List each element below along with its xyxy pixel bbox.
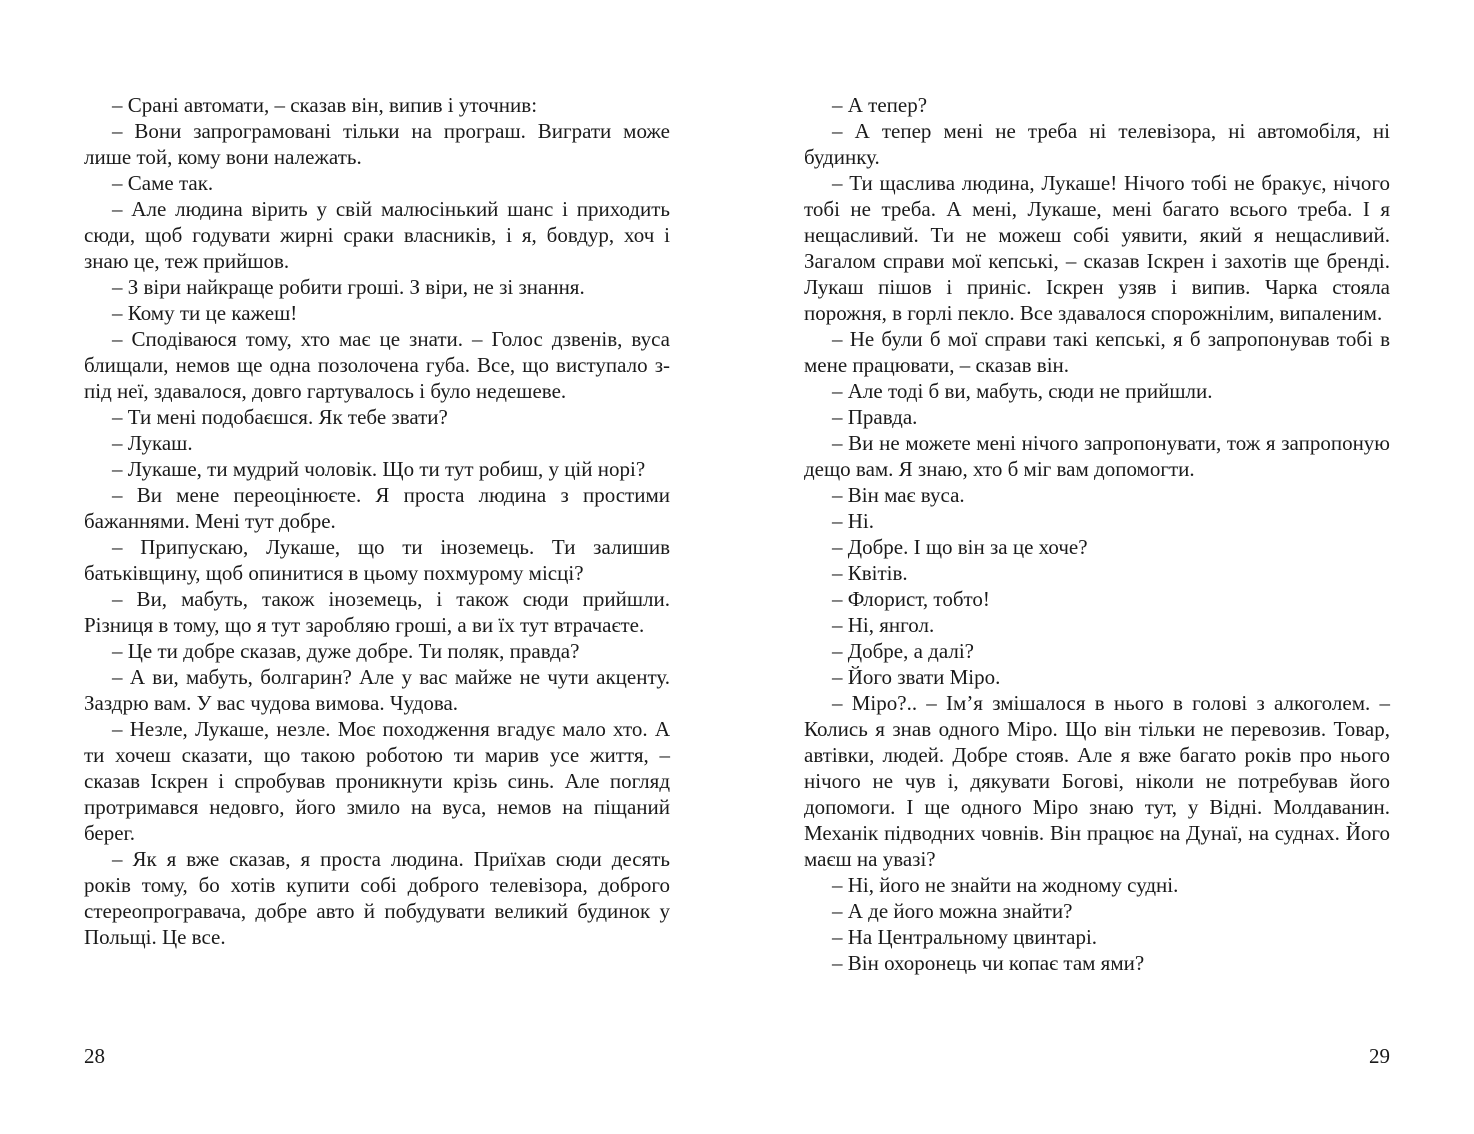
paragraph: – Він має вуса.: [832, 483, 965, 507]
paragraph: – Ти щаслива людина, Лукаше! Нічого тобі не бракує, нічого тобі не треба. А мені, Лукаше, мені багато всього треба. І я нещасливий. Ти не можеш собі уявити, який я нещасливий. Загалом справи мої кепські, – сказав Іскрен і захотів ще бренді. Лукаш пішов і приніс. Іскрен узяв і випив. Чарка стояла порожня, в горлі пекло. Все здавалося спорожнілим, випаленим.: [804, 171, 1390, 325]
paragraph: – Ні.: [832, 509, 874, 533]
paragraph: – Ви не можете мені нічого запропонувати, тож я запропоную дещо вам. Я знаю, хто б міг вам допомогти.: [804, 431, 1390, 481]
paragraph: – Лукаше, ти мудрий чоловік. Що ти тут робиш, у цій норі?: [112, 457, 646, 481]
paragraph: – Це ти добре сказав, дуже добре. Ти поляк, правда?: [112, 639, 580, 663]
left-page-text: [84, 92, 670, 950]
paragraph: – Ви мене переоцінюєте. Я проста людина з простими бажаннями. Мені тут добре.: [84, 483, 670, 533]
paragraph: – Його звати Міро.: [832, 665, 1001, 689]
paragraph: – Правда.: [832, 405, 918, 429]
paragraph: – Припускаю, Лукаше, що ти іноземець. Ти залишив батьківщину, щоб опинитися в цьому похмурому місці?: [84, 535, 670, 585]
paragraph: – Добре. І що він за це хоче?: [832, 535, 1088, 559]
paragraph: – Як я вже сказав, я проста людина. Приїхав сюди десять років тому, бо хотів купити собі доброго телевізора, доброго стереопрогравача, добре авто й побудувати великий будинок у Польщі. Це все.: [84, 847, 670, 949]
paragraph: – Не були б мої справи такі кепські, я б запропонував тобі в мене працювати, – сказав він.: [804, 327, 1390, 377]
paragraph: – На Центральному цвинтарі.: [832, 925, 1098, 949]
paragraph: – Добре, а далі?: [832, 639, 974, 663]
paragraph: – А тепер мені не треба ні телевізора, ні автомобіля, ні будинку.: [804, 119, 1390, 169]
paragraph: – Вони запрограмовані тільки на програш. Виграти може лише той, кому вони належать.: [84, 119, 670, 169]
paragraph: – А тепер?: [832, 93, 928, 117]
paragraph: – Срані автомати, – сказав він, випив і уточнив:: [112, 93, 538, 117]
right-page-text: [804, 92, 1390, 976]
paragraph: – Саме так.: [112, 171, 214, 195]
paragraph: – А де його можна знайти?: [832, 899, 1073, 923]
page-number-left: 28: [84, 1044, 105, 1068]
paragraph: – Кому ти це кажеш!: [112, 301, 298, 325]
paragraph: – Але людина вірить у свій малюсінький шанс і приходить сюди, щоб годувати жирні сраки власників, і я, бовдур, хоч і знаю це, теж прийшов.: [84, 197, 670, 273]
paragraph: – Ні, його не знайти на жодному судні.: [832, 873, 1179, 897]
paragraph: – Квітів.: [832, 561, 908, 585]
paragraph: – Сподіваюся тому, хто має це знати. – Голос дзвенів, вуса блищали, немов ще одна позолочена губа. Все, що виступало з-під неї, здавалося, довго гартувалось і було недешеве.: [84, 327, 670, 403]
page-number-right: 29: [1369, 1044, 1390, 1068]
paragraph: – Лукаш.: [112, 431, 193, 455]
paragraph: – Незле, Лукаше, незле. Моє походження вгадує мало хто. А ти хочеш сказати, що такою роботою ти марив усе життя, – сказав Іскрен і спробував проникнути крізь синь. Але погляд протримався недовго, його змило на вуса, немов на піщаний берег.: [84, 717, 670, 845]
paragraph: – Але тоді б ви, мабуть, сюди не прийшли.: [832, 379, 1213, 403]
paragraph: – Флорист, тобто!: [832, 587, 990, 611]
paragraph: – Ти мені подобаєшся. Як тебе звати?: [112, 405, 448, 429]
paragraph: – А ви, мабуть, болгарин? Але у вас майже не чути акценту. Заздрю вам. У вас чудова вимова. Чудова.: [84, 665, 670, 715]
paragraph: – Він охоронець чи копає там ями?: [832, 951, 1145, 975]
paragraph: – З віри найкраще робити гроші. З віри, не зі знання.: [112, 275, 585, 299]
paragraph: – Ні, янгол.: [832, 613, 935, 637]
paragraph: – Міро?.. – Ім’я змішалося в нього в голові з алкоголем. – Колись я знав одного Міро. Що він тільки не перевозив. Товар, автівки, людей. Добре стояв. Але я вже багато років про нього нічого не чув і, дякувати Богові, ніколи не потребував його допомоги. І ще одного Міро знаю тут, у Відні. Молдаванин. Механік підводних човнів. Він працює на Дунаї, на суднах. Його маєш на увазі?: [804, 691, 1390, 871]
paragraph: – Ви, мабуть, також іноземець, і також сюди прийшли. Різниця в тому, що я тут заробляю гроші, а ви їх тут втрачаєте.: [84, 587, 670, 637]
